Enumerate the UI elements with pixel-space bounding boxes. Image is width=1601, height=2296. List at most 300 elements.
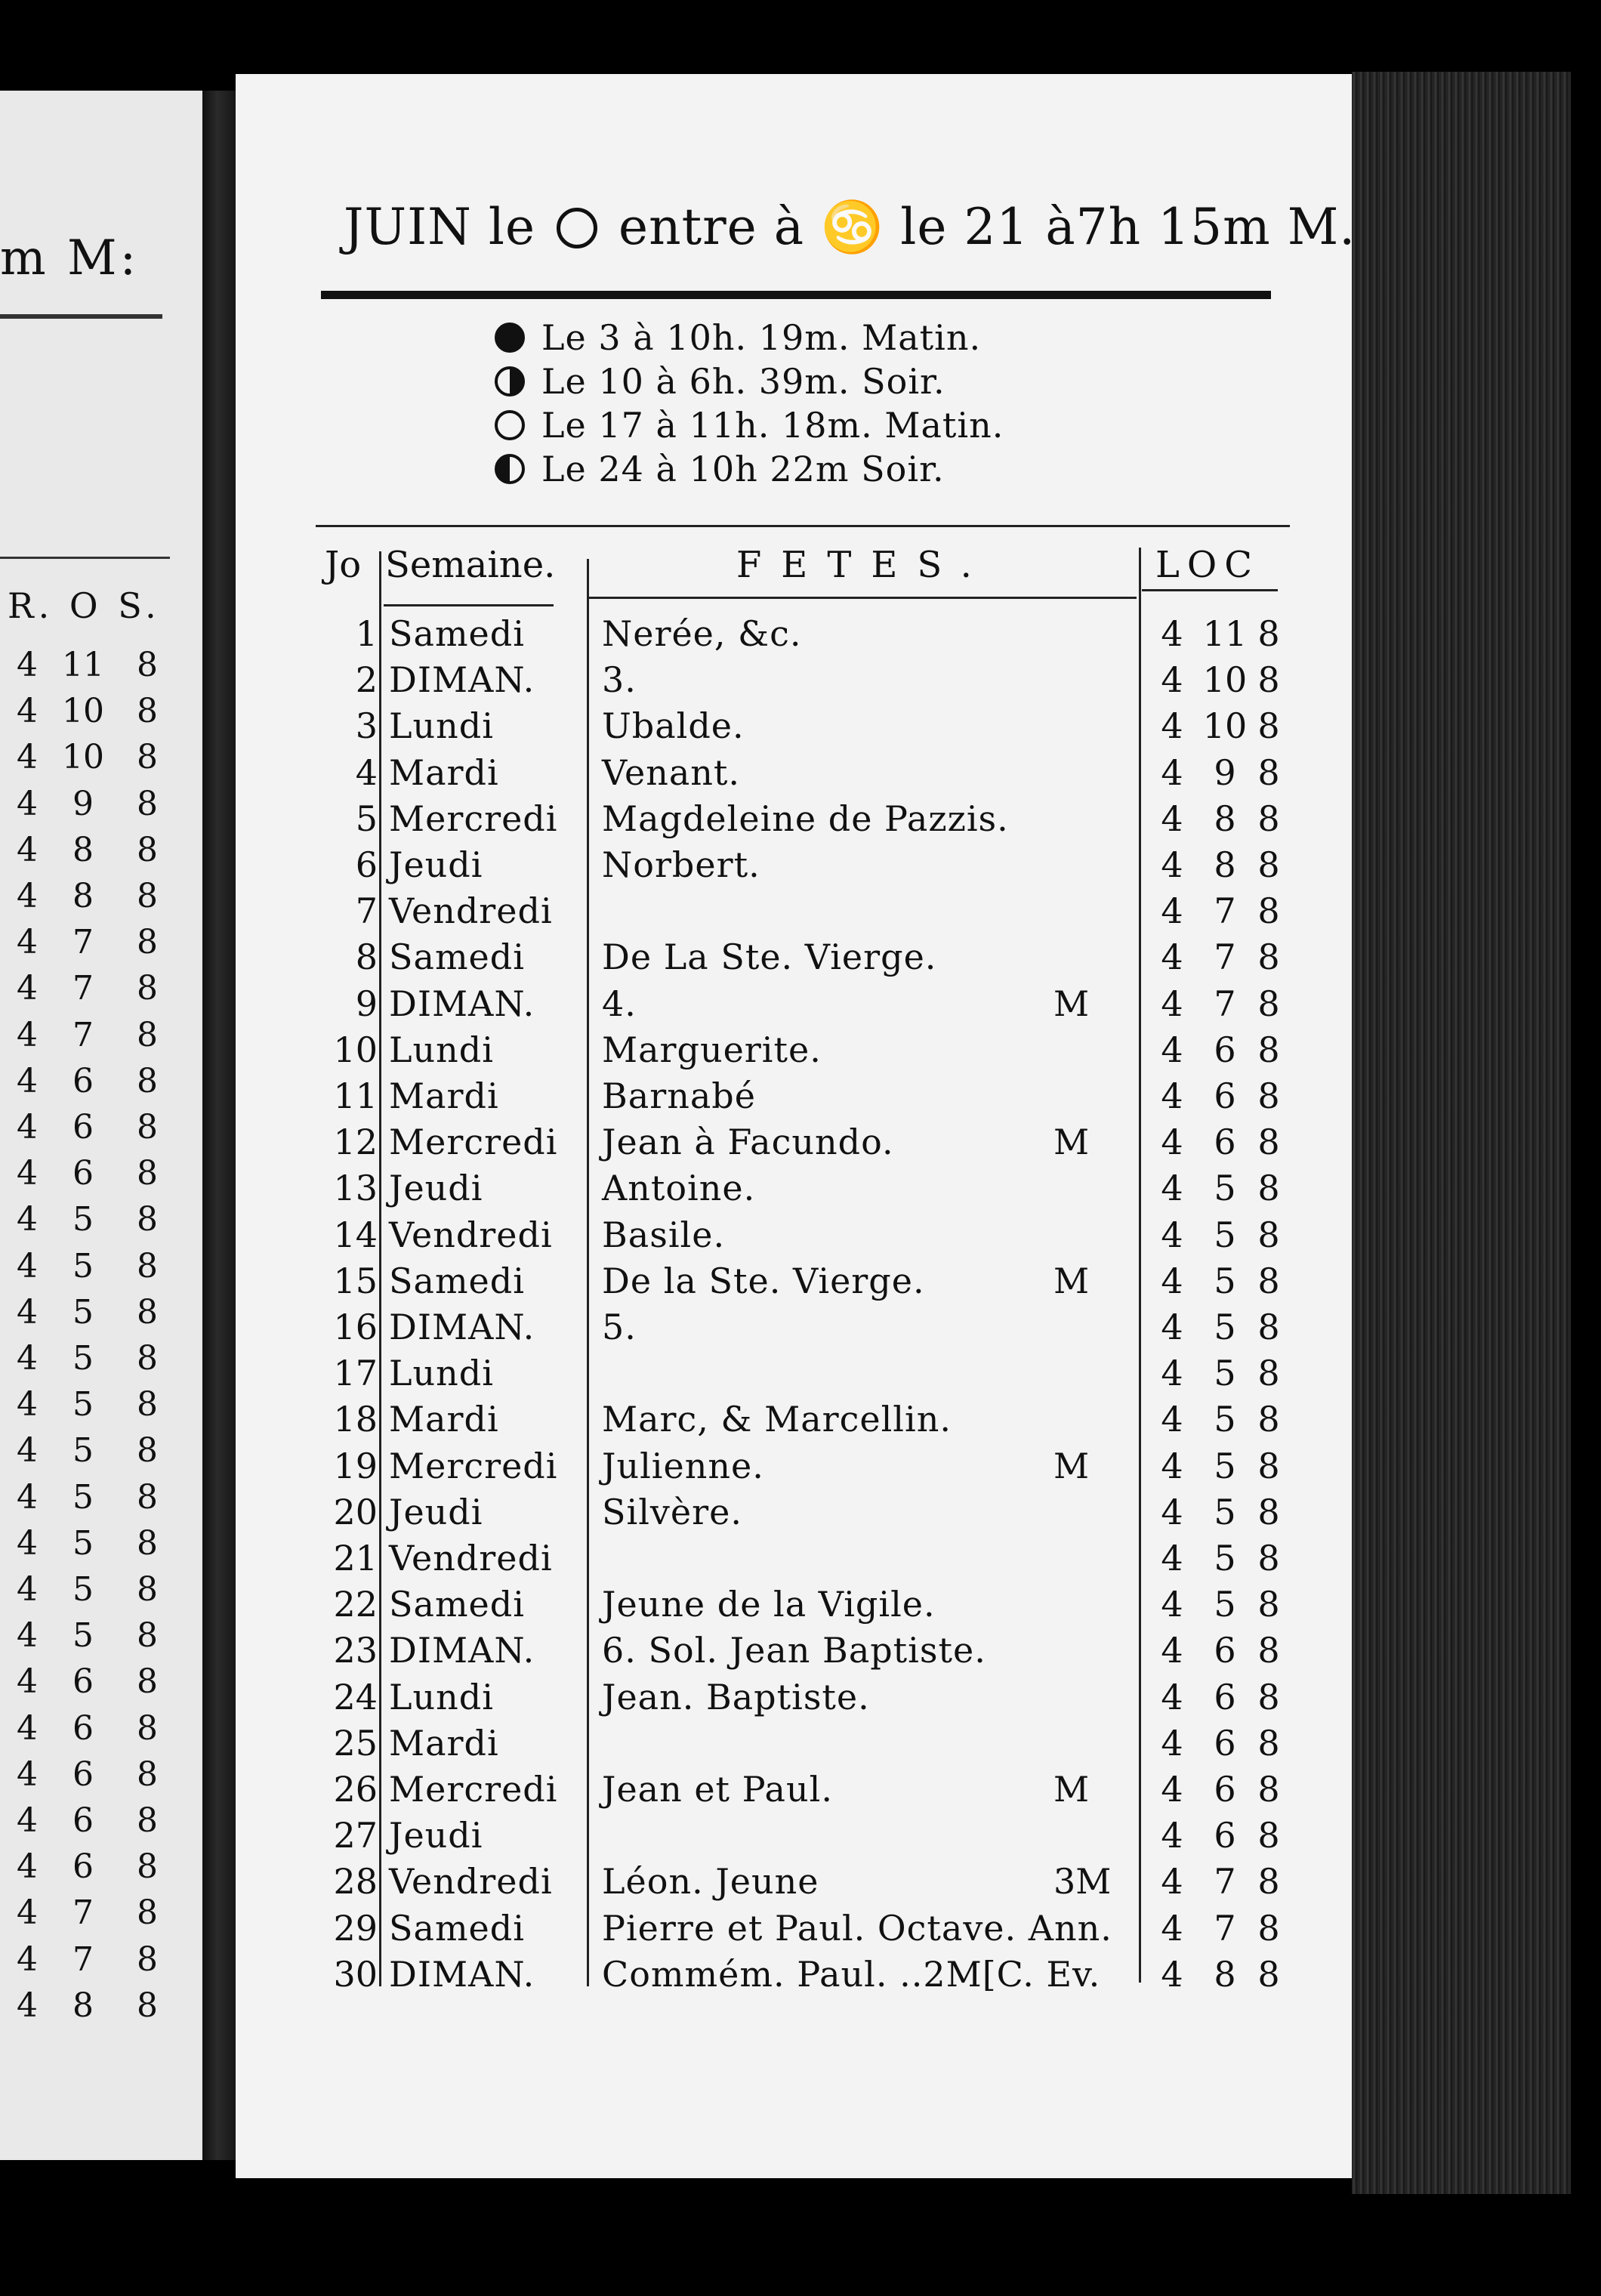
loc-c-cell: 8 — [1257, 1953, 1280, 1995]
weekday-cell: Jeudi — [389, 844, 483, 885]
loc-c-cell: 8 — [1257, 1907, 1280, 1949]
day-number-cell: 25 — [333, 1722, 378, 1764]
loc-o-cell: 8 — [1214, 844, 1236, 885]
left-page-cell: 6 — [72, 1708, 94, 1748]
feast-cell: Basile. — [602, 1214, 726, 1255]
day-number-cell: 3 — [355, 705, 378, 747]
left-page-cell: 4 — [17, 1477, 38, 1517]
left-page-row — [9, 1709, 174, 1754]
left-page-cell: 7 — [72, 1940, 94, 1979]
weekday-cell: Lundi — [389, 1676, 494, 1717]
feast-cell: 4. — [602, 983, 637, 1024]
left-page-row — [9, 1570, 174, 1616]
moon-phase-full-icon — [495, 322, 525, 353]
table-row — [325, 1584, 1291, 1630]
header-underline — [384, 604, 554, 606]
left-page-cell: 4 — [17, 1385, 38, 1424]
moon-phase-line — [495, 405, 1004, 449]
feast-cell: Commém. Paul. ..2M[C. Ev. — [602, 1953, 1101, 1995]
moon-phase-text: Le 24 à 10h 22m Soir. — [541, 449, 945, 489]
feast-cell: Jean à Facundo. — [602, 1122, 894, 1163]
loc-l-cell: 4 — [1161, 1168, 1183, 1209]
left-page-cell: 4 — [17, 1292, 38, 1332]
feast-cell: 3. — [602, 659, 637, 701]
left-page-cell: 6 — [72, 1662, 94, 1702]
day-number-cell: 26 — [333, 1769, 378, 1810]
day-number-cell: 29 — [333, 1907, 378, 1949]
loc-o-cell: 5 — [1214, 1168, 1236, 1209]
loc-l-cell: 4 — [1161, 1815, 1183, 1856]
left-page-row — [9, 1339, 174, 1384]
day-number-cell: 13 — [333, 1168, 378, 1209]
left-page-row — [9, 646, 174, 691]
loc-o-cell: 5 — [1214, 1399, 1236, 1440]
left-page-cell: 6 — [72, 1847, 94, 1887]
left-page-cell: 4 — [17, 1708, 38, 1748]
left-page-cell: 5 — [72, 1385, 94, 1424]
loc-l-cell: 4 — [1161, 1029, 1183, 1070]
left-page-cell: 8 — [137, 738, 158, 777]
left-page-cell: 8 — [72, 830, 94, 869]
left-page-cell: 5 — [72, 1570, 94, 1609]
left-page-cell: 4 — [17, 1847, 38, 1887]
left-page-cell: 8 — [137, 1570, 158, 1609]
loc-c-cell: 8 — [1257, 1168, 1280, 1209]
left-page-cell: 4 — [17, 1801, 38, 1840]
loc-l-cell: 4 — [1161, 798, 1183, 839]
weekday-cell: Vendredi — [389, 890, 553, 932]
weekday-cell: Mercredi — [389, 798, 558, 839]
left-page-cell: 4 — [17, 1061, 38, 1100]
loc-c-cell: 8 — [1257, 1260, 1280, 1301]
left-page-cell: 4 — [17, 692, 38, 731]
weekday-cell: Samedi — [389, 1907, 525, 1949]
day-number-cell: 19 — [333, 1445, 378, 1486]
left-page-cell: 8 — [137, 1108, 158, 1146]
page-title — [344, 198, 1356, 257]
moon-phase-text: Le 17 à 11h. 18m. Matin. — [541, 405, 1004, 446]
loc-c-cell: 8 — [1257, 659, 1280, 701]
day-number-cell: 16 — [333, 1307, 378, 1347]
table-row — [325, 659, 1291, 705]
loc-l-cell: 4 — [1161, 705, 1183, 747]
weekday-cell: Mercredi — [389, 1445, 558, 1486]
left-page-cell: 4 — [17, 1108, 38, 1146]
left-page-row — [9, 1524, 174, 1569]
feast-cell: Jean et Paul. — [602, 1769, 833, 1810]
table-row — [325, 1261, 1291, 1307]
left-page-cell: 5 — [72, 1200, 94, 1239]
day-number-cell: 24 — [333, 1676, 378, 1717]
left-page-row — [9, 1431, 174, 1477]
weekday-cell: DIMAN. — [389, 983, 535, 1024]
loc-c-cell: 8 — [1257, 705, 1280, 747]
left-page-cell: 5 — [72, 1431, 94, 1470]
left-page-row — [9, 1293, 174, 1338]
marker-cell: M — [1053, 983, 1090, 1024]
left-page-cell: 8 — [137, 1015, 158, 1054]
column-header-fetes: FETES. — [736, 544, 992, 586]
feast-cell: Nerée, &c. — [602, 613, 802, 654]
left-page-row — [9, 1893, 174, 1939]
left-page-row — [9, 877, 174, 922]
loc-o-cell: 9 — [1214, 751, 1236, 793]
page-edges — [1352, 72, 1571, 2194]
moon-phase-last-icon — [495, 454, 525, 484]
left-page-row — [9, 1154, 174, 1199]
left-page-row — [9, 692, 174, 737]
loc-o-cell: 6 — [1214, 1722, 1236, 1764]
left-page-cell: 4 — [17, 1616, 38, 1656]
left-page-cell: 4 — [17, 1431, 38, 1470]
left-page-cell: 8 — [137, 923, 158, 962]
header-underline — [589, 597, 1137, 599]
loc-l-cell: 4 — [1161, 751, 1183, 793]
loc-o-cell: 6 — [1214, 1122, 1236, 1163]
left-page-cell: 10 — [62, 692, 104, 731]
loc-c-cell: 8 — [1257, 937, 1280, 978]
feast-cell: Silvère. — [602, 1491, 742, 1532]
loc-l-cell: 4 — [1161, 1630, 1183, 1671]
loc-c-cell: 8 — [1257, 798, 1280, 839]
feast-cell: Jeune de la Vigile. — [602, 1584, 936, 1625]
left-page-row — [9, 1662, 174, 1708]
left-page-column-header: R. O S. — [8, 585, 161, 626]
left-page-cell: 9 — [72, 784, 94, 823]
feast-cell: Ubalde. — [602, 705, 745, 747]
weekday-cell: Jeudi — [389, 1491, 483, 1532]
left-page-cell: 8 — [72, 877, 94, 915]
loc-o-cell: 5 — [1214, 1353, 1236, 1394]
day-number-cell: 6 — [355, 844, 378, 885]
title-month: JUIN le — [344, 198, 536, 256]
loc-o-cell: 7 — [1214, 983, 1236, 1024]
loc-l-cell: 4 — [1161, 890, 1183, 932]
table-row — [325, 937, 1291, 983]
loc-o-cell: 6 — [1214, 1630, 1236, 1671]
loc-c-cell: 8 — [1257, 1769, 1280, 1810]
loc-c-cell: 8 — [1257, 983, 1280, 1024]
feast-cell: Barnabé — [602, 1075, 756, 1116]
loc-c-cell: 8 — [1257, 1676, 1280, 1717]
left-page-cell: 5 — [72, 1339, 94, 1378]
left-page-cell: 8 — [72, 1986, 94, 2025]
loc-o-cell: 10 — [1202, 705, 1248, 747]
table-row — [325, 1029, 1291, 1075]
left-page-cell: 4 — [17, 784, 38, 823]
table-row — [325, 1446, 1291, 1492]
day-number-cell: 14 — [333, 1214, 378, 1255]
left-page-cell: 8 — [137, 1986, 158, 2025]
left-page-row — [9, 738, 174, 783]
day-number-cell: 8 — [355, 937, 378, 978]
table-row — [325, 705, 1291, 751]
weekday-cell: Vendredi — [389, 1538, 553, 1578]
header-underline — [1142, 589, 1278, 591]
left-page-row — [9, 1801, 174, 1847]
left-page-cell: 8 — [137, 1200, 158, 1239]
left-page-cell: 4 — [17, 923, 38, 962]
table-row — [325, 613, 1291, 659]
left-page-cell: 6 — [72, 1108, 94, 1146]
loc-c-cell: 8 — [1257, 1214, 1280, 1255]
loc-c-cell: 8 — [1257, 751, 1280, 793]
book-gutter — [202, 91, 240, 2160]
left-page-cell: 8 — [137, 1708, 158, 1748]
table-row — [325, 1075, 1291, 1122]
loc-c-cell: 8 — [1257, 1491, 1280, 1532]
left-page-row — [9, 1385, 174, 1430]
day-number-cell: 7 — [355, 890, 378, 932]
weekday-cell: Samedi — [389, 937, 525, 978]
left-page-cell: 4 — [17, 1523, 38, 1563]
loc-o-cell: 5 — [1214, 1214, 1236, 1255]
loc-c-cell: 8 — [1257, 844, 1280, 885]
feast-cell: Pierre et Paul. Octave. Ann. — [602, 1907, 1112, 1949]
loc-o-cell: 5 — [1214, 1307, 1236, 1347]
left-page-row — [9, 831, 174, 876]
left-page-cell: 4 — [17, 830, 38, 869]
left-page-cell: 5 — [72, 1477, 94, 1517]
loc-l-cell: 4 — [1161, 1491, 1183, 1532]
left-page-cell: 4 — [17, 646, 38, 684]
left-page-cell: 5 — [72, 1523, 94, 1563]
title-rule — [321, 291, 1271, 299]
left-page-cell: 4 — [17, 1015, 38, 1054]
loc-l-cell: 4 — [1161, 1907, 1183, 1949]
feast-cell: Marguerite. — [602, 1029, 822, 1070]
weekday-cell: Samedi — [389, 613, 525, 654]
day-number-cell: 2 — [355, 659, 378, 701]
weekday-cell: Mercredi — [389, 1122, 558, 1163]
loc-c-cell: 8 — [1257, 1861, 1280, 1903]
day-number-cell: 21 — [333, 1538, 378, 1578]
marker-cell: M — [1053, 1122, 1090, 1163]
loc-o-cell: 6 — [1214, 1075, 1236, 1116]
day-number-cell: 17 — [333, 1353, 378, 1394]
loc-o-cell: 6 — [1214, 1676, 1236, 1717]
left-page-cell: 5 — [72, 1616, 94, 1656]
weekday-cell: Mardi — [389, 751, 499, 793]
weekday-cell: Samedi — [389, 1260, 525, 1301]
left-page-cell: 8 — [137, 1616, 158, 1656]
table-row — [325, 1630, 1291, 1676]
left-page-cell: 8 — [137, 1893, 158, 1933]
moon-phase-line — [495, 449, 1004, 492]
marker-cell: M — [1053, 1769, 1090, 1810]
loc-c-cell: 8 — [1257, 1815, 1280, 1856]
table-row — [325, 1723, 1291, 1769]
left-page-row — [9, 1478, 174, 1523]
left-page-row — [9, 1755, 174, 1801]
left-page-cell: 5 — [72, 1246, 94, 1285]
loc-c-cell: 8 — [1257, 1122, 1280, 1163]
loc-l-cell: 4 — [1161, 1584, 1183, 1625]
left-page-cell: 4 — [17, 1662, 38, 1702]
left-page-row — [9, 1247, 174, 1292]
left-page-cell: 8 — [137, 1246, 158, 1285]
moon-phases — [495, 317, 1004, 492]
title-entre: entre à — [618, 198, 805, 256]
loc-o-cell: 7 — [1214, 890, 1236, 932]
loc-l-cell: 4 — [1161, 844, 1183, 885]
left-page-cell: 8 — [137, 969, 158, 1008]
loc-l-cell: 4 — [1161, 613, 1183, 654]
weekday-cell: Vendredi — [389, 1214, 553, 1255]
left-page-cell: 4 — [17, 1893, 38, 1933]
left-page-cell: 6 — [72, 1801, 94, 1840]
moon-phase-fullmoon-icon — [495, 410, 525, 440]
loc-c-cell: 8 — [1257, 890, 1280, 932]
loc-l-cell: 4 — [1161, 1722, 1183, 1764]
day-number-cell: 27 — [333, 1815, 378, 1856]
feast-cell: 6. Sol. Jean Baptiste. — [602, 1630, 986, 1671]
day-number-cell: 15 — [333, 1260, 378, 1301]
left-page-cell: 4 — [17, 1754, 38, 1794]
loc-o-cell: 5 — [1214, 1445, 1236, 1486]
left-page-cell: 8 — [137, 1940, 158, 1979]
section-rule — [316, 525, 1290, 527]
loc-o-cell: 11 — [1202, 613, 1248, 654]
loc-l-cell: 4 — [1161, 1307, 1183, 1347]
table-row — [325, 798, 1291, 844]
left-page-cell: 8 — [137, 1154, 158, 1193]
left-page-cell: 4 — [17, 1339, 38, 1378]
weekday-cell: Lundi — [389, 1029, 494, 1070]
left-page-cell: 4 — [17, 877, 38, 915]
weekday-cell: DIMAN. — [389, 659, 535, 701]
weekday-cell: Samedi — [389, 1584, 525, 1625]
weekday-cell: Jeudi — [389, 1815, 483, 1856]
day-number-cell: 23 — [333, 1630, 378, 1671]
loc-l-cell: 4 — [1161, 1353, 1183, 1394]
feast-cell: Venant. — [602, 751, 741, 793]
loc-o-cell: 7 — [1214, 1907, 1236, 1949]
table-row — [325, 844, 1291, 890]
loc-o-cell: 7 — [1214, 937, 1236, 978]
left-page-row — [9, 1108, 174, 1153]
column-header-semaine: Semaine. — [385, 544, 556, 586]
table-row — [325, 1815, 1291, 1861]
left-page-cell: 8 — [137, 1523, 158, 1563]
loc-l-cell: 4 — [1161, 983, 1183, 1024]
loc-l-cell: 4 — [1161, 659, 1183, 701]
weekday-cell: DIMAN. — [389, 1953, 535, 1995]
left-page-cell: 8 — [137, 1431, 158, 1470]
loc-c-cell: 8 — [1257, 1075, 1280, 1116]
table-row — [325, 983, 1291, 1029]
feast-cell: Julienne. — [602, 1445, 764, 1486]
day-number-cell: 20 — [333, 1491, 378, 1532]
loc-o-cell: 5 — [1214, 1260, 1236, 1301]
table-row — [325, 1214, 1291, 1261]
moon-phase-text: Le 3 à 10h. 19m. Matin. — [541, 317, 982, 358]
left-page-cell: 8 — [137, 1292, 158, 1332]
column-header-loc: LOC — [1155, 544, 1260, 586]
table-row — [325, 1677, 1291, 1723]
loc-o-cell: 6 — [1214, 1029, 1236, 1070]
loc-c-cell: 8 — [1257, 1307, 1280, 1347]
feast-cell: Magdeleine de Pazzis. — [602, 798, 1009, 839]
feast-cell: Norbert. — [602, 844, 760, 885]
left-page-cell: 10 — [62, 738, 104, 777]
left-page-cell: 8 — [137, 1385, 158, 1424]
left-page-row — [9, 923, 174, 968]
left-page-row — [9, 1016, 174, 1061]
table-row — [325, 890, 1291, 937]
weekday-cell: Mardi — [389, 1399, 499, 1440]
left-page-cell: 11 — [62, 646, 104, 684]
left-page-row — [9, 1847, 174, 1893]
left-page-cell: 8 — [137, 1477, 158, 1517]
feast-cell: Marc, & Marcellin. — [602, 1399, 952, 1440]
table-row — [325, 752, 1291, 798]
day-number-cell: 28 — [333, 1861, 378, 1903]
marker-cell: M — [1053, 1260, 1090, 1301]
weekday-cell: Vendredi — [389, 1861, 553, 1903]
left-page-cell: 8 — [137, 877, 158, 915]
marker-cell: M — [1053, 1445, 1090, 1486]
loc-o-cell: 6 — [1214, 1769, 1236, 1810]
loc-l-cell: 4 — [1161, 1538, 1183, 1578]
loc-o-cell: 5 — [1214, 1584, 1236, 1625]
moon-phase-line — [495, 361, 1004, 405]
feast-cell: De la Ste. Vierge. — [602, 1260, 925, 1301]
loc-l-cell: 4 — [1161, 1676, 1183, 1717]
feast-cell: Léon. Jeune — [602, 1861, 819, 1903]
weekday-cell: Lundi — [389, 705, 494, 747]
weekday-cell: DIMAN. — [389, 1307, 535, 1347]
left-page-cell: 8 — [137, 1339, 158, 1378]
loc-l-cell: 4 — [1161, 1075, 1183, 1116]
table-row — [325, 1353, 1291, 1399]
left-page-cell: 4 — [17, 1570, 38, 1609]
loc-c-cell: 8 — [1257, 1584, 1280, 1625]
day-number-cell: 4 — [355, 751, 378, 793]
loc-l-cell: 4 — [1161, 1861, 1183, 1903]
loc-o-cell: 5 — [1214, 1538, 1236, 1578]
left-page-cell: 8 — [137, 784, 158, 823]
loc-l-cell: 4 — [1161, 1260, 1183, 1301]
loc-l-cell: 4 — [1161, 1953, 1183, 1995]
moon-phase-first-icon — [495, 366, 525, 397]
left-page-cell: 6 — [72, 1754, 94, 1794]
loc-c-cell: 8 — [1257, 613, 1280, 654]
loc-o-cell: 7 — [1214, 1861, 1236, 1903]
loc-o-cell: 6 — [1214, 1815, 1236, 1856]
left-page-cell: 7 — [72, 1015, 94, 1054]
weekday-cell: Mardi — [389, 1075, 499, 1116]
left-page-cell: 4 — [17, 969, 38, 1008]
table-row — [325, 1307, 1291, 1353]
day-number-cell: 5 — [355, 798, 378, 839]
left-page-cell: 8 — [137, 1847, 158, 1887]
left-page-cell: 6 — [72, 1154, 94, 1193]
loc-o-cell: 5 — [1214, 1491, 1236, 1532]
day-number-cell: 18 — [333, 1399, 378, 1440]
loc-c-cell: 8 — [1257, 1445, 1280, 1486]
table-row — [325, 1122, 1291, 1168]
sun-icon — [557, 208, 597, 248]
day-number-cell: 22 — [333, 1584, 378, 1625]
day-number-cell: 1 — [355, 613, 378, 654]
left-page-row — [9, 1986, 174, 2032]
left-page-cell: 8 — [137, 1662, 158, 1702]
table-row — [325, 1492, 1291, 1538]
loc-l-cell: 4 — [1161, 937, 1183, 978]
left-page-row — [9, 1940, 174, 1986]
loc-c-cell: 8 — [1257, 1538, 1280, 1578]
